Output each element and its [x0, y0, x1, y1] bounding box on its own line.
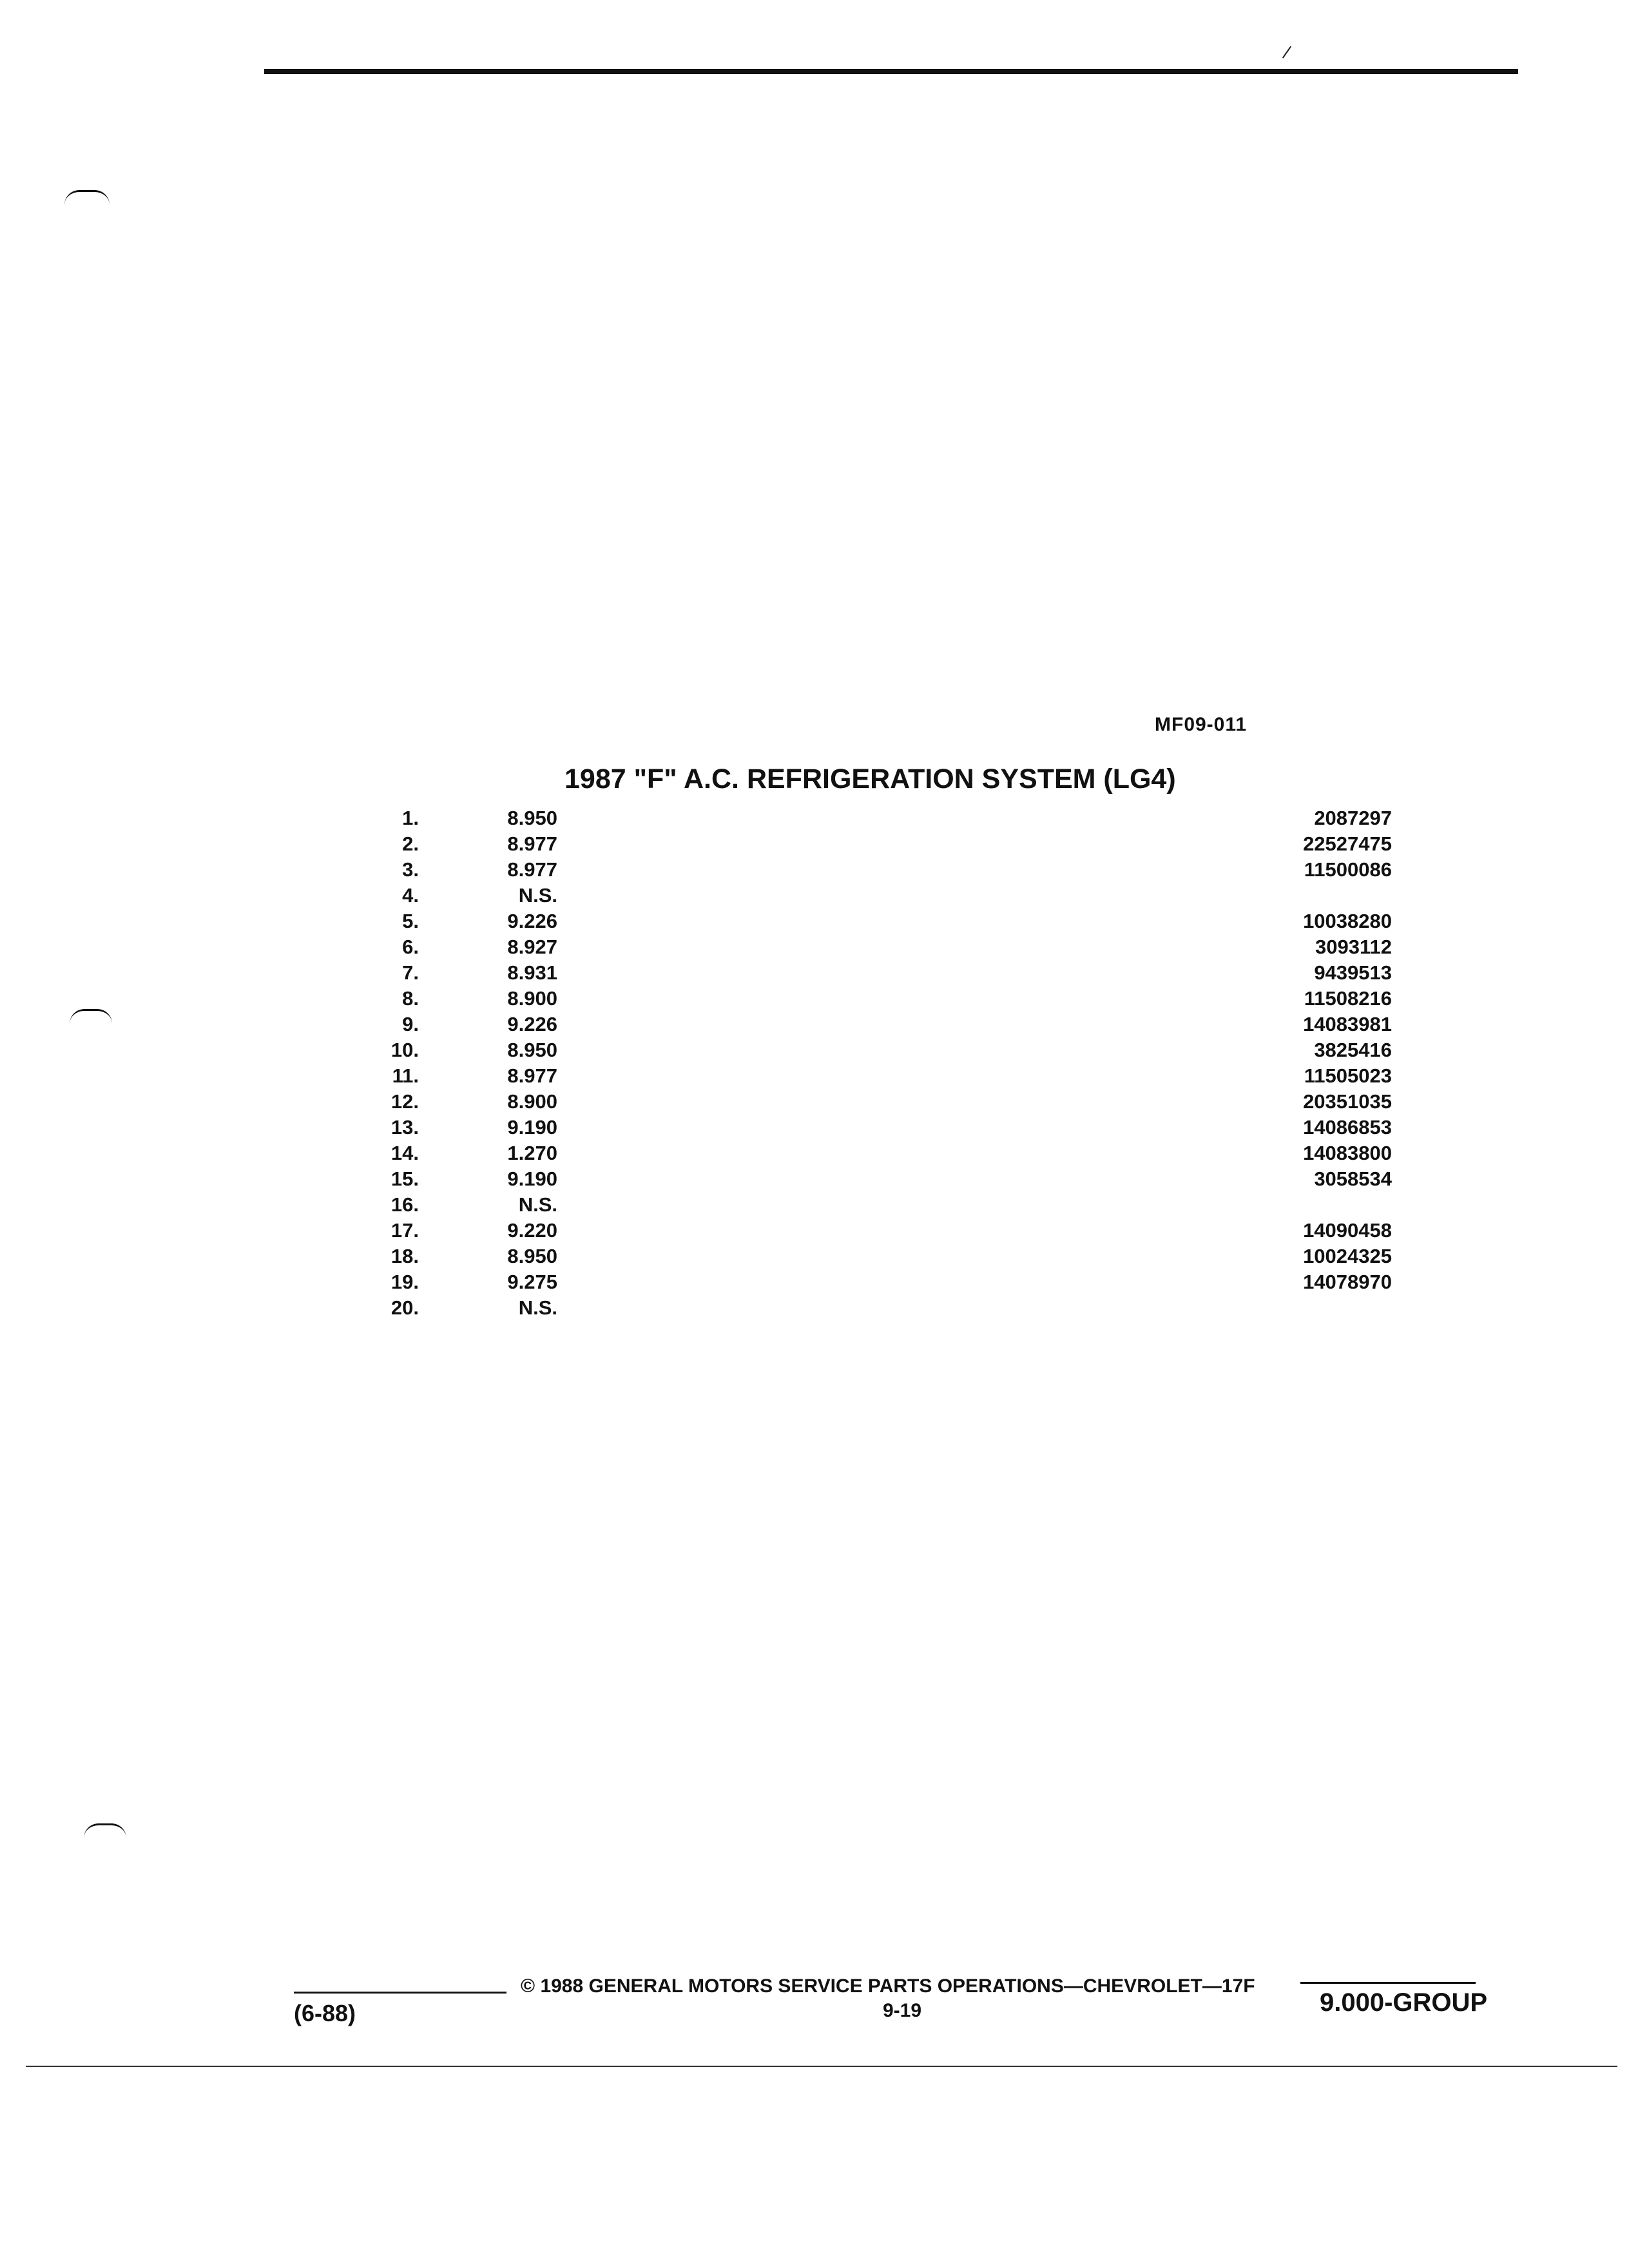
- group-code: 9.220: [507, 1219, 557, 1242]
- parts-row: [374, 908, 1392, 934]
- parts-row: [374, 831, 1392, 857]
- part-number: 3825416: [1314, 1039, 1392, 1061]
- part-number: 14090458: [1303, 1219, 1392, 1242]
- group-number: 9.000-GROUP: [1320, 1988, 1488, 2017]
- parts-row: [374, 1269, 1392, 1295]
- parts-row: [374, 1166, 1392, 1192]
- item-number: 6.: [402, 936, 419, 958]
- item-number: 5.: [402, 910, 419, 932]
- item-number: 12.: [390, 1090, 419, 1113]
- group-code: N.S.: [518, 1296, 557, 1319]
- footer-rule-left: [294, 1992, 506, 1994]
- page-title: 1987 "F" A.C. REFRIGERATION SYSTEM (LG4): [564, 764, 1176, 794]
- part-number: 14083800: [1303, 1142, 1392, 1164]
- parts-row: [374, 1037, 1392, 1063]
- part-number: 11508216: [1304, 987, 1392, 1010]
- page-number: 9-19: [883, 2000, 922, 2021]
- parts-row: [374, 1089, 1392, 1115]
- binder-hole-mark: [64, 190, 110, 205]
- item-number: 4.: [402, 884, 419, 907]
- item-number: 10.: [390, 1039, 419, 1061]
- part-number: 20351035: [1303, 1090, 1392, 1113]
- part-number: 2087297: [1314, 807, 1392, 829]
- part-number: 14078970: [1303, 1271, 1392, 1293]
- item-number: 16.: [390, 1193, 419, 1216]
- group-code: 8.927: [507, 936, 557, 958]
- part-number: 9439513: [1314, 961, 1392, 984]
- part-number: 3058534: [1314, 1168, 1392, 1190]
- group-code: N.S.: [518, 884, 557, 907]
- group-code: 9.190: [507, 1168, 557, 1190]
- parts-row: [374, 934, 1392, 960]
- parts-row: [374, 1192, 1392, 1218]
- item-number: 19.: [390, 1271, 419, 1293]
- group-code: 9.275: [507, 1271, 557, 1293]
- item-number: 20.: [390, 1296, 419, 1319]
- item-number: 1.: [402, 807, 419, 829]
- bottom-rule: [26, 2066, 1617, 2067]
- parts-row: [374, 1140, 1392, 1166]
- part-number: 10038280: [1303, 910, 1392, 932]
- binder-hole-mark: [70, 1009, 112, 1024]
- group-code: 8.900: [507, 987, 557, 1010]
- item-number: 9.: [402, 1013, 419, 1035]
- parts-row: [374, 1218, 1392, 1244]
- parts-row: [374, 1115, 1392, 1140]
- scan-mark: [1282, 46, 1291, 58]
- item-number: 11.: [392, 1064, 419, 1087]
- parts-row: [374, 1244, 1392, 1269]
- copyright-line: © 1988 GENERAL MOTORS SERVICE PARTS OPERATIONS—CHEVROLET—17F: [521, 1975, 1255, 1997]
- group-code: 1.270: [507, 1142, 557, 1164]
- part-number: 14083981: [1303, 1013, 1392, 1035]
- part-number: 14086853: [1303, 1116, 1392, 1139]
- parts-row: [374, 857, 1392, 883]
- item-number: 3.: [402, 858, 419, 881]
- item-number: 14.: [390, 1142, 419, 1164]
- group-code: 8.977: [507, 1064, 557, 1087]
- part-number: 22527475: [1303, 832, 1392, 855]
- item-number: 18.: [390, 1245, 419, 1267]
- item-number: 17.: [390, 1219, 419, 1242]
- group-code: 9.226: [507, 1013, 557, 1035]
- footer-rule-right: [1300, 1982, 1476, 1984]
- revision-date: (6-88): [294, 2000, 356, 2026]
- group-code: N.S.: [518, 1193, 557, 1216]
- binder-hole-mark: [84, 1823, 126, 1838]
- part-number: 3093112: [1315, 936, 1392, 958]
- item-number: 7.: [402, 961, 419, 984]
- group-code: 8.931: [507, 961, 557, 984]
- group-code: 8.950: [507, 1039, 557, 1061]
- group-code: 9.226: [507, 910, 557, 932]
- group-code: 8.950: [507, 1245, 557, 1267]
- part-number: 10024325: [1303, 1245, 1392, 1267]
- group-code: 8.950: [507, 807, 557, 829]
- item-number: 8.: [402, 987, 419, 1010]
- part-number: 11500086: [1304, 858, 1392, 881]
- parts-row: [374, 1063, 1392, 1089]
- parts-row: [374, 986, 1392, 1012]
- parts-row: [374, 1295, 1392, 1321]
- figure-ref-code: MF09-011: [1155, 714, 1248, 735]
- parts-row: [374, 1012, 1392, 1037]
- group-code: 8.900: [507, 1090, 557, 1113]
- top-rule: [264, 69, 1518, 74]
- parts-list: [374, 805, 1392, 1321]
- group-code: 8.977: [507, 858, 557, 881]
- parts-row: [374, 805, 1392, 831]
- item-number: 2.: [402, 832, 419, 855]
- parts-row: [374, 960, 1392, 986]
- parts-row: [374, 883, 1392, 908]
- part-number: 11505023: [1304, 1064, 1392, 1087]
- group-code: 9.190: [507, 1116, 557, 1139]
- item-number: 15.: [390, 1168, 419, 1190]
- group-code: 8.977: [507, 832, 557, 855]
- item-number: 13.: [390, 1116, 419, 1139]
